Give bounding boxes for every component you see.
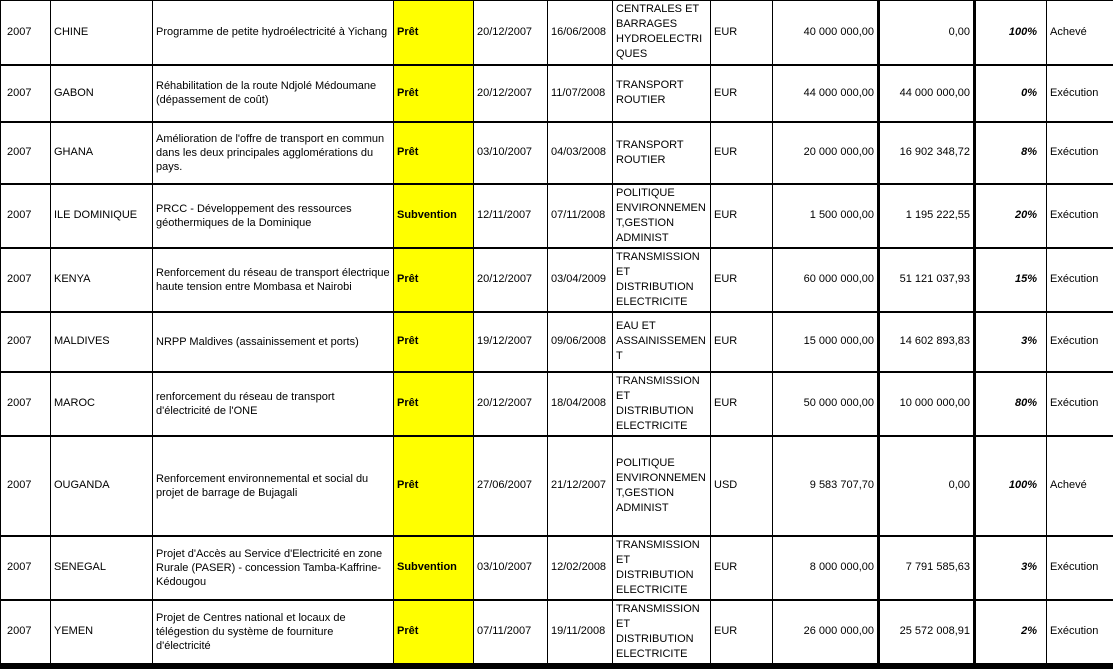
cell-amount2: 16 902 348,72 <box>879 122 975 184</box>
cell-amount1: 20 000 000,00 <box>773 122 879 184</box>
cell-amount1: 1 500 000,00 <box>773 184 879 248</box>
cell-financing-type: Subvention <box>394 184 474 248</box>
cell-status: Exécution <box>1047 600 1113 666</box>
cell-sector: CENTRALES ET BARRAGES HYDROELECTRIQUES <box>613 1 711 65</box>
cell-date1: 20/12/2007 <box>474 1 548 65</box>
cell-description: Projet d'Accès au Service d'Electricité en zone Rurale (PASER) - concession Tamba-Kaffrine-Kédougou <box>153 536 394 600</box>
cell-country: GABON <box>51 65 153 122</box>
table-row <box>1 312 1113 372</box>
cell-status: Achevé <box>1047 436 1113 536</box>
cell-description: NRPP Maldives (assainissement et ports) <box>153 312 394 372</box>
cell-date2: 16/06/2008 <box>548 1 613 65</box>
cell-financing-type: Prêt <box>394 600 474 666</box>
cell-status: Exécution <box>1047 65 1113 122</box>
table-row <box>1 372 1113 436</box>
cell-currency: EUR <box>711 122 773 184</box>
cell-sector: POLITIQUE ENVIRONNEMENT,GESTION ADMINIST <box>613 184 711 248</box>
cell-date2: 03/04/2009 <box>548 248 613 312</box>
cell-date1: 20/12/2007 <box>474 65 548 122</box>
cell-country: OUGANDA <box>51 436 153 536</box>
cell-year: 2007 <box>1 1 51 65</box>
table-row <box>1 248 1113 312</box>
cell-date2: 21/12/2007 <box>548 436 613 536</box>
cell-date1: 20/12/2007 <box>474 248 548 312</box>
cell-percent: 15% <box>975 248 1047 312</box>
table-row <box>1 1 1113 65</box>
cell-amount1: 15 000 000,00 <box>773 312 879 372</box>
cell-currency: EUR <box>711 600 773 666</box>
cell-description: Amélioration de l'offre de transport en commun dans les deux principales agglomérations du pays. <box>153 122 394 184</box>
cell-percent: 80% <box>975 372 1047 436</box>
cell-date2: 09/06/2008 <box>548 312 613 372</box>
cell-sector: TRANSMISSION ET DISTRIBUTION ELECTRICITE <box>613 372 711 436</box>
cell-amount1: 26 000 000,00 <box>773 600 879 666</box>
cell-percent: 0% <box>975 65 1047 122</box>
cell-description: renforcement du réseau de transport d'électricité de l'ONE <box>153 372 394 436</box>
cell-sector: TRANSMISSION ET DISTRIBUTION ELECTRICITE <box>613 248 711 312</box>
cell-financing-type: Prêt <box>394 372 474 436</box>
cell-currency: EUR <box>711 536 773 600</box>
cell-description: Renforcement environnemental et social du projet de barrage de Bujagali <box>153 436 394 536</box>
cell-financing-type: Prêt <box>394 65 474 122</box>
cell-description: Renforcement du réseau de transport électrique haute tension entre Mombasa et Nairobi <box>153 248 394 312</box>
cell-year: 2007 <box>1 436 51 536</box>
cell-amount2: 14 602 893,83 <box>879 312 975 372</box>
cell-date2: 18/04/2008 <box>548 372 613 436</box>
cell-amount2: 7 791 585,63 <box>879 536 975 600</box>
cell-status: Exécution <box>1047 248 1113 312</box>
cell-amount1: 8 000 000,00 <box>773 536 879 600</box>
table-row <box>1 600 1113 666</box>
cell-financing-type: Prêt <box>394 122 474 184</box>
cell-description: Programme de petite hydroélectricité à Yichang <box>153 1 394 65</box>
table-row <box>1 536 1113 600</box>
cell-amount2: 51 121 037,93 <box>879 248 975 312</box>
cell-status: Exécution <box>1047 122 1113 184</box>
cell-financing-type: Prêt <box>394 1 474 65</box>
cell-percent: 100% <box>975 1 1047 65</box>
cell-sector: TRANSPORT ROUTIER <box>613 122 711 184</box>
cell-financing-type: Prêt <box>394 312 474 372</box>
cell-amount1: 40 000 000,00 <box>773 1 879 65</box>
cell-amount1: 50 000 000,00 <box>773 372 879 436</box>
cell-currency: USD <box>711 436 773 536</box>
cell-sector: TRANSMISSION ET DISTRIBUTION ELECTRICITE <box>613 600 711 666</box>
cell-status: Exécution <box>1047 312 1113 372</box>
cell-date1: 19/12/2007 <box>474 312 548 372</box>
cell-amount1: 9 583 707,70 <box>773 436 879 536</box>
cell-year: 2007 <box>1 248 51 312</box>
cell-amount2: 10 000 000,00 <box>879 372 975 436</box>
cell-status: Exécution <box>1047 536 1113 600</box>
cell-percent: 8% <box>975 122 1047 184</box>
cell-amount2: 25 572 008,91 <box>879 600 975 666</box>
cell-country: MAROC <box>51 372 153 436</box>
cell-amount1: 60 000 000,00 <box>773 248 879 312</box>
cell-sector: EAU ET ASSAINISSEMENT <box>613 312 711 372</box>
cell-percent: 20% <box>975 184 1047 248</box>
cell-amount2: 44 000 000,00 <box>879 65 975 122</box>
cell-country: KENYA <box>51 248 153 312</box>
cell-currency: EUR <box>711 248 773 312</box>
cell-date1: 07/11/2007 <box>474 600 548 666</box>
cell-date2: 04/03/2008 <box>548 122 613 184</box>
cell-description: Projet de Centres national et locaux de télégestion du système de fourniture d'électricité <box>153 600 394 666</box>
cell-currency: EUR <box>711 372 773 436</box>
cell-date1: 03/10/2007 <box>474 536 548 600</box>
cell-year: 2007 <box>1 600 51 666</box>
cell-financing-type: Prêt <box>394 436 474 536</box>
cell-sector: TRANSMISSION ET DISTRIBUTION ELECTRICITE <box>613 536 711 600</box>
cell-currency: EUR <box>711 65 773 122</box>
cell-country: MALDIVES <box>51 312 153 372</box>
cell-country: YEMEN <box>51 600 153 666</box>
cell-currency: EUR <box>711 312 773 372</box>
cell-currency: EUR <box>711 184 773 248</box>
cell-country: GHANA <box>51 122 153 184</box>
table-row <box>1 436 1113 536</box>
cell-year: 2007 <box>1 184 51 248</box>
cell-year: 2007 <box>1 536 51 600</box>
cell-date2: 12/02/2008 <box>548 536 613 600</box>
cell-amount2: 0,00 <box>879 1 975 65</box>
cell-percent: 3% <box>975 312 1047 372</box>
cell-date1: 12/11/2007 <box>474 184 548 248</box>
cell-status: Exécution <box>1047 184 1113 248</box>
table-row <box>1 65 1113 122</box>
cell-year: 2007 <box>1 122 51 184</box>
cell-description: Réhabilitation de la route Ndjolé Médoumane (dépassement de coût) <box>153 65 394 122</box>
cell-percent: 100% <box>975 436 1047 536</box>
cell-country: CHINE <box>51 1 153 65</box>
cell-amount2: 0,00 <box>879 436 975 536</box>
cell-status: Achevé <box>1047 1 1113 65</box>
cell-percent: 2% <box>975 600 1047 666</box>
cell-financing-type: Prêt <box>394 248 474 312</box>
cell-country: SENEGAL <box>51 536 153 600</box>
cell-amount1: 44 000 000,00 <box>773 65 879 122</box>
cell-currency: EUR <box>711 1 773 65</box>
cell-percent: 3% <box>975 536 1047 600</box>
cell-year: 2007 <box>1 312 51 372</box>
cell-amount2: 1 195 222,55 <box>879 184 975 248</box>
cell-financing-type: Subvention <box>394 536 474 600</box>
cell-date1: 27/06/2007 <box>474 436 548 536</box>
cell-year: 2007 <box>1 65 51 122</box>
cell-sector: POLITIQUE ENVIRONNEMENT,GESTION ADMINIST <box>613 436 711 536</box>
cell-date1: 03/10/2007 <box>474 122 548 184</box>
cell-date1: 20/12/2007 <box>474 372 548 436</box>
table-row <box>1 184 1113 248</box>
table-row <box>1 122 1113 184</box>
cell-description: PRCC - Développement des ressources géothermiques de la Dominique <box>153 184 394 248</box>
cell-status: Exécution <box>1047 372 1113 436</box>
cell-year: 2007 <box>1 372 51 436</box>
cell-country: ILE DOMINIQUE <box>51 184 153 248</box>
cell-date2: 19/11/2008 <box>548 600 613 666</box>
cell-date2: 07/11/2008 <box>548 184 613 248</box>
cell-sector: TRANSPORT ROUTIER <box>613 65 711 122</box>
cell-date2: 11/07/2008 <box>548 65 613 122</box>
